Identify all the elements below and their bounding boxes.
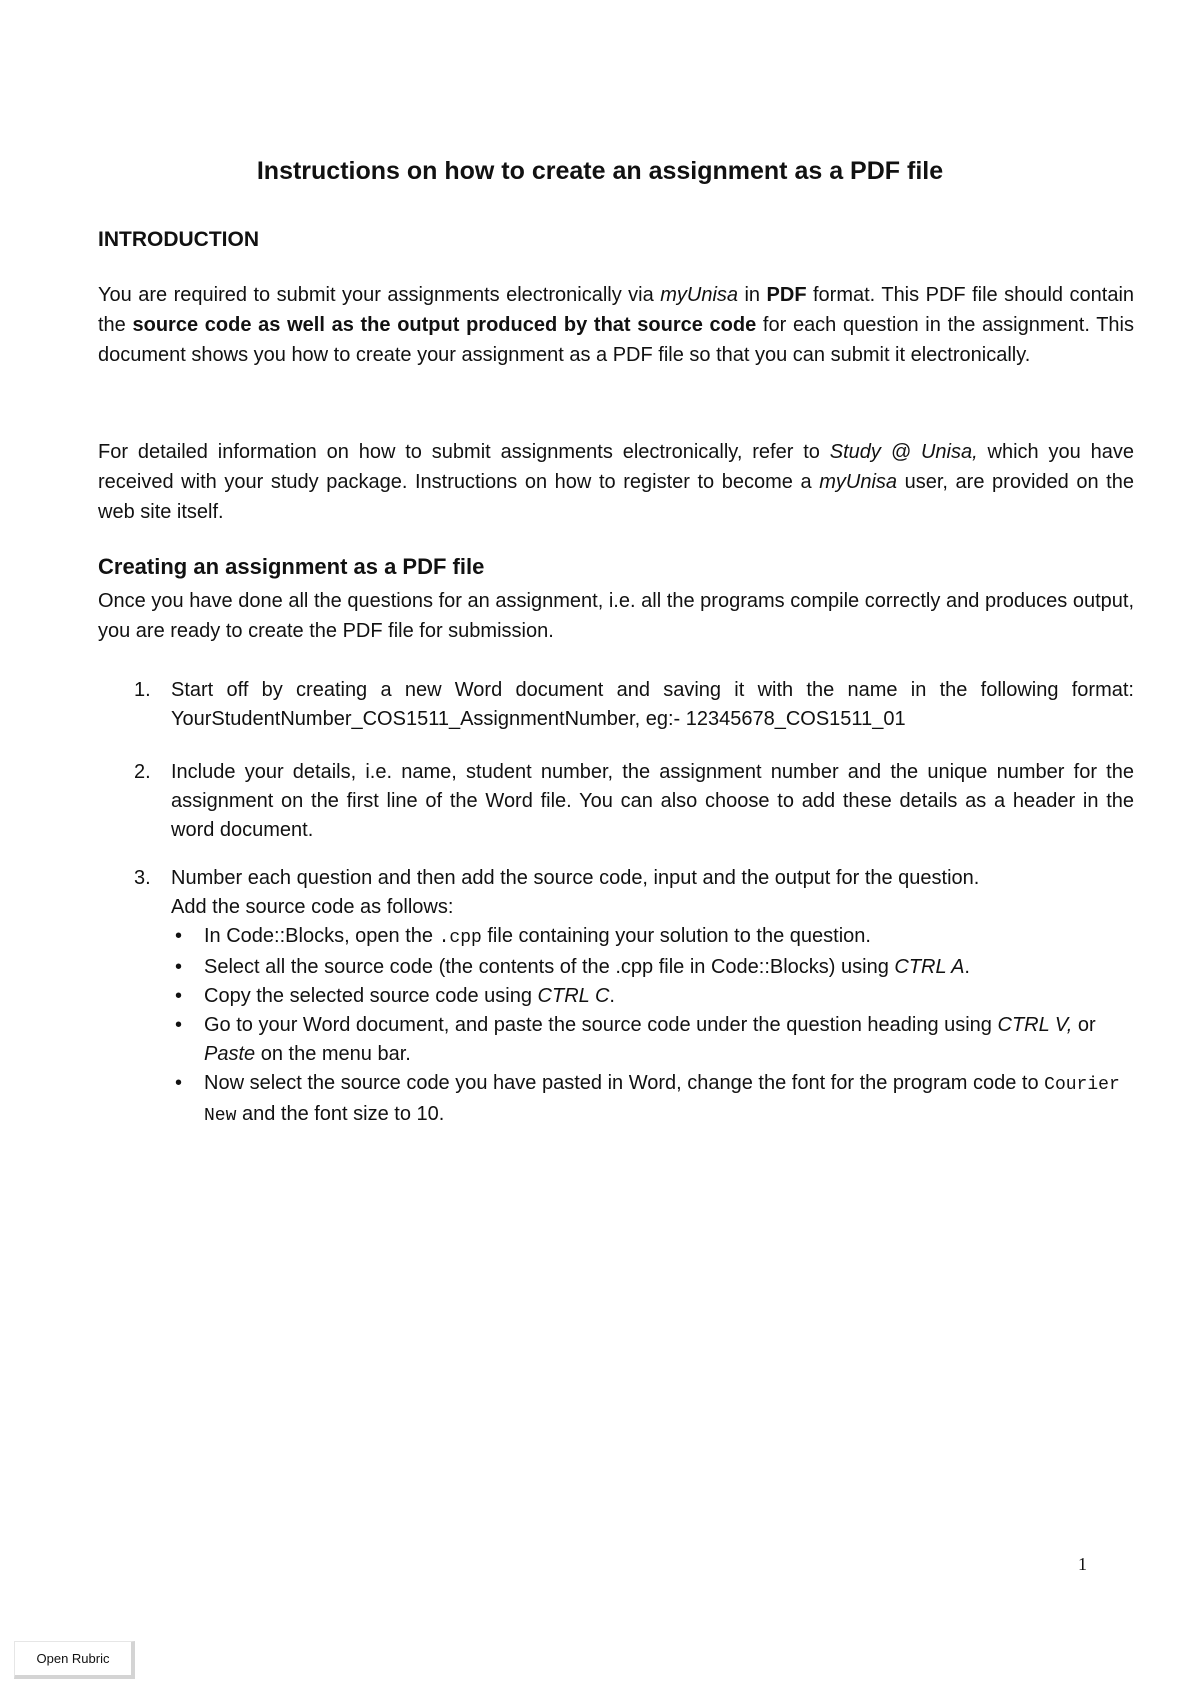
- bullet-item: • Copy the selected source code using CTRL C.: [171, 982, 1134, 1011]
- code-text: Courier New: [204, 1075, 1120, 1126]
- step-item: [98, 864, 1134, 1131]
- bullet-item: • In Code::Blocks, open the .cpp file containing your solution to the question.: [171, 922, 1134, 953]
- bullet-icon: •: [175, 925, 183, 947]
- creating-paragraph: Once you have done all the questions for an assignment, i.e. all the programs compile correctly and produces output, you are ready to create the PDF file for submission.: [98, 590, 1134, 642]
- step-number: 3.: [134, 867, 151, 889]
- pdf-text: PDF: [766, 284, 807, 306]
- study-unisa-text: Study @ Unisa,: [829, 441, 978, 463]
- code-text: .cpp: [438, 928, 482, 948]
- paste-text: Paste: [204, 1043, 256, 1065]
- bullet-icon: •: [175, 1014, 183, 1036]
- step-text: Start off by creating a new Word document and saving it with the name in the following format: YourStudentNumber_COS1511_AssignmentNumber, eg:- 12345678_COS1511_01: [171, 679, 1134, 730]
- open-rubric-button[interactable]: Open Rubric: [14, 1641, 135, 1679]
- bullet-icon: •: [175, 1072, 183, 1094]
- step-number: 2.: [134, 761, 151, 783]
- bullet-item: • Select all the source code (the contents of the .cpp file in Code::Blocks) using CTRL A.: [171, 953, 1134, 982]
- introduction-paragraph-2: For detailed information on how to submit assignments electronically, refer to Study @ Unisa, which you have received with your study package. Instructions on how to register to become a myUnisa user, are provided on the web site itself.: [98, 441, 1134, 523]
- step-text: Add the source code as follows:: [171, 896, 454, 918]
- step-item: [98, 676, 1134, 734]
- introduction-paragraph-1: You are required to submit your assignments electronically via myUnisa in PDF format. This PDF file should contain the source code as well as the output produced by that source code for each question in the assignment. This document shows you how to create your assignment as a PDF file so that you can submit it electronically.: [98, 284, 1135, 366]
- shortcut-text: CTRL A: [894, 956, 965, 978]
- page-number: 1: [1078, 1554, 1087, 1574]
- myunisa-text: myUnisa: [660, 284, 739, 306]
- step-text: Number each question and then add the source code, input and the output for the question.: [171, 867, 980, 889]
- bullet-icon: •: [175, 956, 183, 978]
- bullet-icon: •: [175, 985, 183, 1007]
- bullet-item: • Now select the source code you have pasted in Word, change the font for the program code to Courier New and the font size to 10.: [171, 1069, 1134, 1131]
- document-title: Instructions on how to create an assignment as a PDF file: [256, 157, 944, 185]
- bullet-list: [171, 922, 1134, 1131]
- step-number: 1.: [134, 679, 151, 701]
- creating-heading: Creating an assignment as a PDF file: [98, 554, 485, 579]
- shortcut-text: CTRL V,: [997, 1014, 1073, 1036]
- step-text: Include your details, i.e. name, student number, the assignment number and the unique number for the assignment on the first line of the Word file. You can also choose to add these details as a header in the word document.: [171, 761, 1134, 841]
- introduction-heading: INTRODUCTION: [98, 228, 259, 251]
- step-item: [98, 758, 1134, 845]
- myunisa-text: myUnisa: [819, 471, 898, 493]
- shortcut-text: CTRL C: [537, 985, 610, 1007]
- emphasis-text: source code as well as the output produced by that source code: [132, 314, 757, 336]
- bullet-item: • Go to your Word document, and paste the source code under the question heading using CTRL V, or Paste on the menu bar.: [171, 1011, 1134, 1069]
